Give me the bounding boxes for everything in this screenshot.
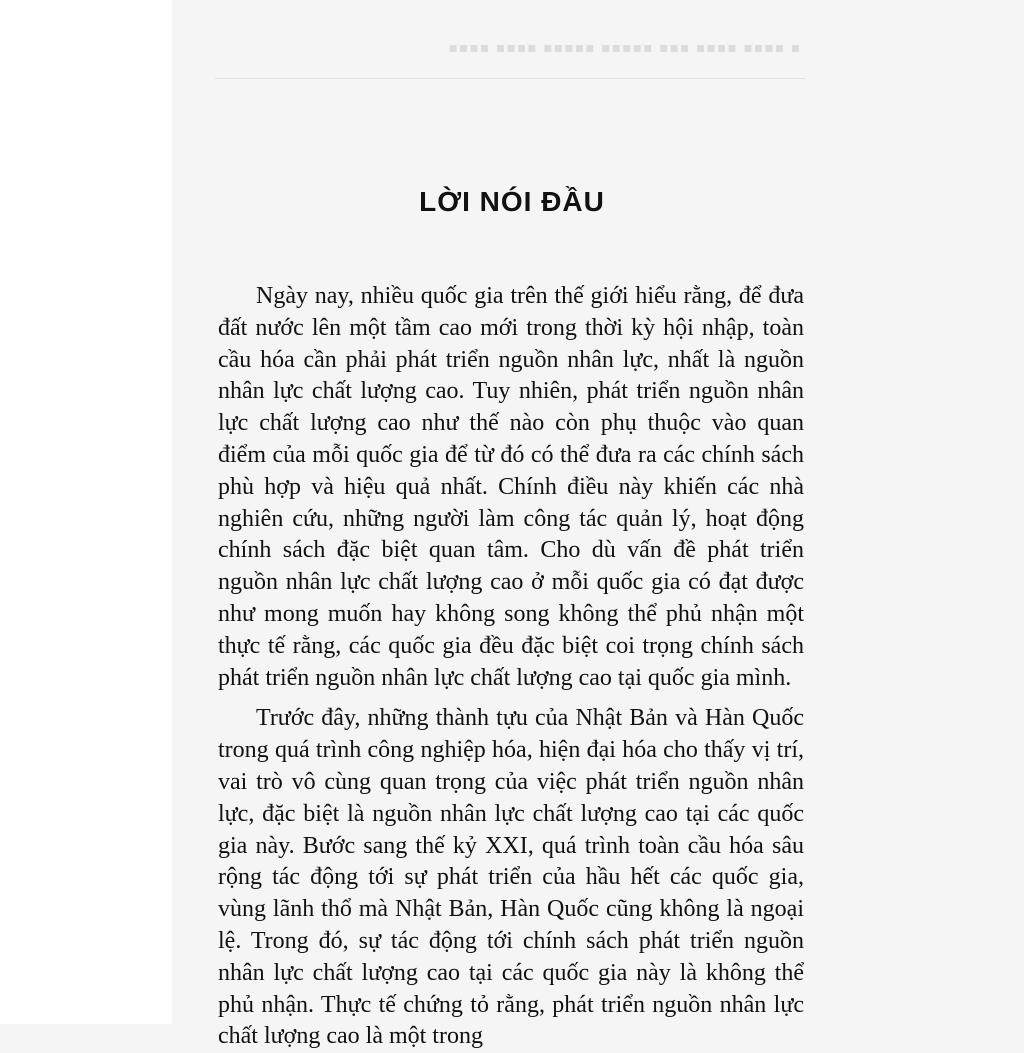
left-page-margin	[0, 0, 172, 1024]
page-title: LỜI NÓI ĐẦU	[419, 186, 605, 217]
paragraph-1: Ngày nay, nhiều quốc gia trên thế giới hiểu rằng, để đưa đất nước lên một tầm cao mới trong thời kỳ hội nhập, toàn cầu hóa cần phải phát triển nguồn nhân lực, nhất là nguồn nhân lực chất lượng cao. Tuy nhiên, phát triển nguồn nhân lực chất lượng cao như thế nào còn phụ thuộc vào quan điểm của mỗi quốc gia để từ đó có thể đưa ra các chính sách phù hợp và hiệu quả nhất. Chính điều này khiến các nhà nghiên cứu, những người làm công tác quản lý, hoạt động chính sách đặc biệt quan tâm. Cho dù vấn đề phát triển nguồn nhân lực chất lượng cao ở mỗi quốc gia có đạt được như mong muốn hay không song không thể phủ nhận một thực tế rằng, các quốc gia đều đặc biệt coi trọng chính sách phát triển nguồn nhân lực chất lượng cao tại quốc gia mình.	[218, 283, 804, 691]
paragraph-2: Trước đây, những thành tựu của Nhật Bản và Hàn Quốc trong quá trình công nghiệp hóa, hiện đại hóa cho thấy vị trí, vai trò vô cùng quan trọng của việc phát triển nguồn nhân lực, đặc biệt là nguồn nhân lực chất lượng cao tại các quốc gia này. Bước sang thế kỷ XXI, quá trình toàn cầu hóa sâu rộng tác động tới sự phát triển của hầu hết các quốc gia, vùng lãnh thổ mà Nhật Bản, Hàn Quốc cũng không là ngoại lệ. Trong đó, sự tác động tới chính sách phát triển nguồn nhân lực chất lượng cao tại các quốc gia này là không thể phủ nhận. Thực tế chứng tỏ rằng, phát triển nguồn nhân lực chất lượng cao là một trong	[218, 705, 804, 1050]
bleed-through-header: ▪ ▪▪▪▪ ▪▪▪▪ ▪▪▪ ▪▪▪▪▪ ▪▪▪▪▪ ▪▪▪▪ ▪▪▪▪	[447, 40, 800, 56]
bleed-through-header-rule	[215, 78, 805, 79]
body-text	[218, 281, 804, 1053]
